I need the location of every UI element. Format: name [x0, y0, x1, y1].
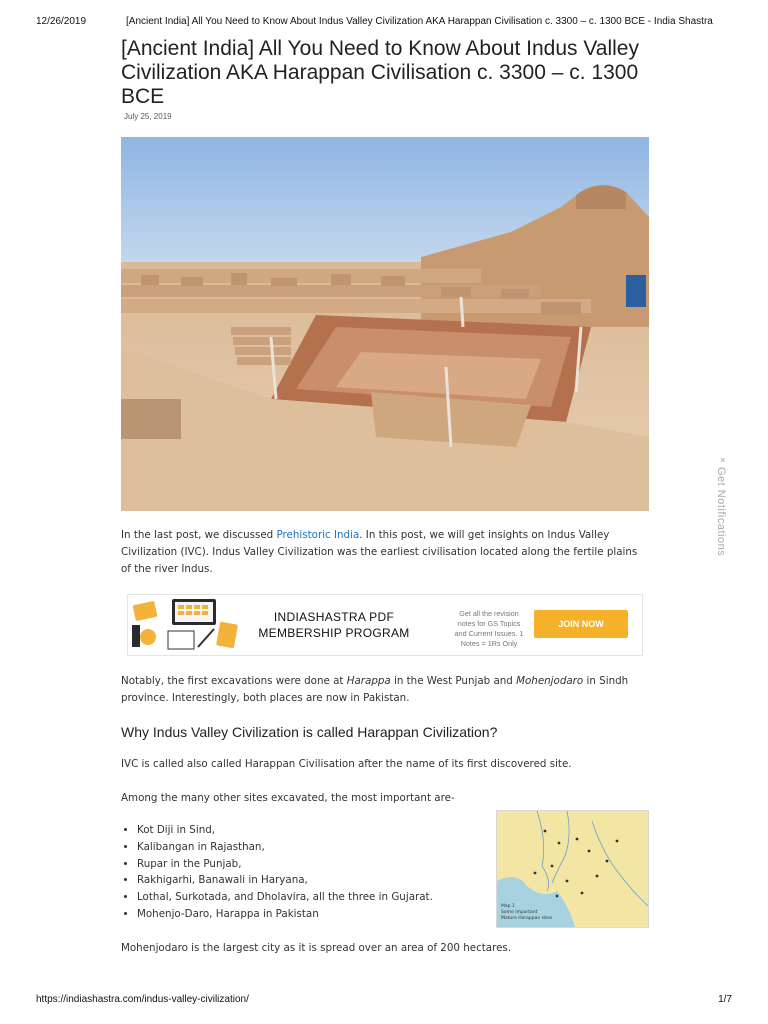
list-item: • Rakhigarhi, Banawali in Haryana, [137, 872, 433, 889]
map-legend-line3: Mature Harappan sites [501, 916, 553, 921]
hero-image-mohenjodaro [121, 137, 649, 511]
membership-banner[interactable] [127, 594, 643, 656]
join-now-button[interactable]: JOIN NOW [534, 610, 628, 638]
site-mohenjodaro: Mohenjodaro [516, 675, 584, 687]
list-item: • Mohenjo-Daro, Harappa in Pakistan [137, 906, 433, 923]
sites-list [121, 822, 433, 923]
notes-line3: and Current Issues. 1 [454, 629, 524, 638]
intro-text-start: In the last post, we discussed [121, 529, 277, 541]
excavation-text-2: in the West Punjab and [390, 675, 517, 687]
notes-line1: Get all the revision [459, 609, 519, 618]
notifications-tab[interactable] [705, 455, 733, 570]
section-heading: Why Indus Valley Civilization is called Harappan Civilization? [121, 724, 498, 740]
list-item: • Kalibangan in Rajasthan, [137, 839, 433, 856]
excavation-paragraph [121, 673, 649, 707]
print-page-number: 1/7 [718, 994, 732, 1005]
map-legend-line2: Some important [501, 910, 538, 915]
article-title: [Ancient India] All You Need to Know About Indus Valley Civilization AKA Harappan Civilisation c. 3300 – c. 1300 BCE [121, 37, 639, 108]
print-doc-title: [Ancient India] All You Need to Know About Indus Valley Civilization AKA Harappan Civilisation c. 3300 – c. 1300 BCE - India Shastra [126, 16, 713, 27]
list-item: • Lothal, Surkotada, and Dholavira, all the three in Gujarat. [137, 889, 433, 906]
print-date: 12/26/2019 [36, 16, 87, 27]
program-title [254, 609, 414, 641]
list-item: • Kot Diji in Sind, [137, 822, 433, 839]
program-notes [434, 609, 544, 649]
prehistoric-india-link[interactable]: Prehistoric India [276, 529, 360, 541]
excavation-text-1: Notably, the first excavations were done at [121, 675, 347, 687]
notes-line2: notes for GS Topics [457, 619, 521, 628]
stationery-illustration [128, 595, 248, 655]
site-harappa: Harappa [346, 675, 391, 687]
print-url: https://indiashastra.com/indus-valley-civilization/ [36, 994, 249, 1005]
post-date: July 25, 2019 [124, 112, 172, 121]
largest-city-paragraph: Mohenjodaro is the largest city as it is spread over an area of 200 hectares. [121, 942, 512, 954]
excavation-text-3: in Sindh province. Interestingly, both places are now in Pakistan. [121, 675, 629, 704]
program-title-line1: INDIASHASTRA PDF [273, 610, 395, 624]
map-legend-line1: Map 1 [501, 904, 515, 909]
intro-paragraph [121, 527, 649, 577]
notifications-label[interactable]: Get Notifications [715, 467, 727, 557]
print-footer [36, 994, 732, 1005]
program-title-line2: MEMBERSHIP PROGRAM [258, 626, 410, 640]
harappan-name-paragraph: IVC is called also called Harappan Civilisation after the name of its first discovered site. [121, 758, 572, 770]
harappan-sites-map [496, 810, 649, 928]
close-icon[interactable]: × [720, 455, 726, 465]
list-item: • Rupar in the Punjab, [137, 856, 433, 873]
sites-intro-paragraph: Among the many other sites excavated, the most important are- [121, 792, 455, 804]
notes-line4: Notes = 1Rs Only [460, 639, 518, 648]
intro-text-end: . In this post, we will get insights on Indus Valley Civilization (IVC). Indus Valley Civilization was the earliest civilisation located along the fertile plains of the river Indus. [121, 529, 638, 575]
